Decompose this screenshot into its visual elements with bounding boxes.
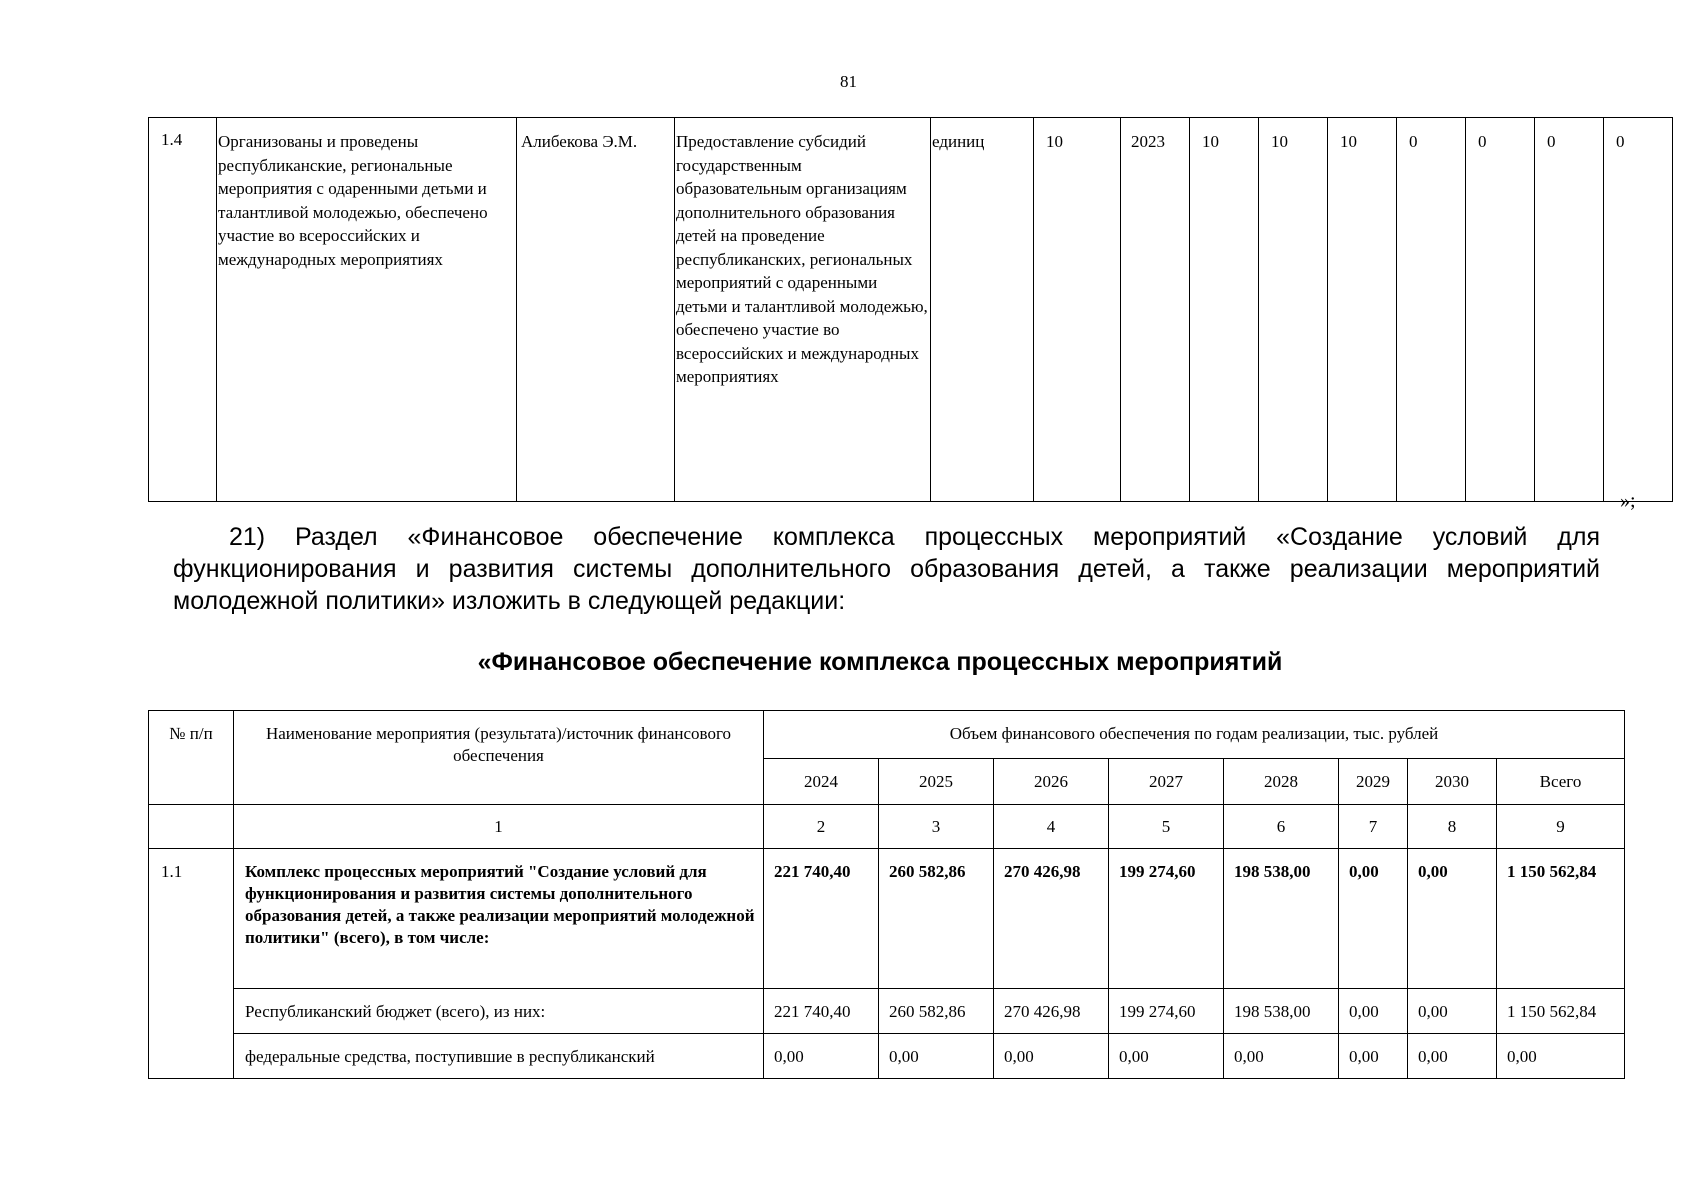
year-header: 2028	[1224, 759, 1339, 805]
result-cell: Организованы и проведены республиканские, региональные мероприятия с одаренными детьми и талантливой молодежью, обеспечено участие во всероссийских и международных мероприятиях	[217, 118, 517, 502]
value-cell: 0,00	[1408, 1034, 1497, 1079]
table-row	[149, 989, 1625, 1034]
table-row	[149, 849, 1625, 989]
value-cell: 260 582,86	[879, 849, 994, 989]
unit-cell: единиц	[931, 118, 1034, 502]
value-cell: 0,00	[1408, 849, 1497, 989]
header-num: № п/п	[149, 711, 234, 805]
section-heading: «Финансовое обеспечение комплекса процессных мероприятий	[477, 648, 1283, 676]
indicators-table	[148, 117, 1673, 502]
value-cell: 199 274,60	[1109, 989, 1224, 1034]
value-cell: 0	[1397, 118, 1466, 502]
row-number: 1.1	[149, 849, 234, 1079]
year-header: 2027	[1109, 759, 1224, 805]
column-number	[149, 805, 234, 849]
base-year-cell: 2023	[1121, 118, 1190, 502]
column-number: 9	[1497, 805, 1625, 849]
value-cell: 270 426,98	[994, 989, 1109, 1034]
page-number: 81	[840, 72, 857, 91]
value-cell: 10	[1328, 118, 1397, 502]
table-row	[149, 1034, 1625, 1079]
value-cell: 0	[1466, 118, 1535, 502]
column-number: 1	[234, 805, 764, 849]
total-cell: 0,00	[1497, 1034, 1625, 1079]
value-cell: 0,00	[764, 1034, 879, 1079]
column-number: 4	[994, 805, 1109, 849]
value-cell: 270 426,98	[994, 849, 1109, 989]
value-cell: 0,00	[1109, 1034, 1224, 1079]
description-cell: Предоставление субсидий государственным образовательным организациям дополнительного образования детей на проведение республиканских, региональных мероприятий с одаренными детьми и талантливой молодежью, обеспечено участие во всероссийских и международных мероприятиях	[675, 118, 931, 502]
column-number: 7	[1339, 805, 1408, 849]
header-volume: Объем финансового обеспечения по годам реализации, тыс. рублей	[764, 711, 1625, 759]
column-number: 2	[764, 805, 879, 849]
value-cell: 10	[1190, 118, 1259, 502]
total-header: Всего	[1497, 759, 1625, 805]
year-header: 2029	[1339, 759, 1408, 805]
value-cell: 221 740,40	[764, 989, 879, 1034]
column-numbers-row	[149, 805, 1625, 849]
header-name: Наименование мероприятия (результата)/источник финансового обеспечения	[234, 711, 764, 805]
value-cell: 0,00	[1339, 1034, 1408, 1079]
column-number: 5	[1109, 805, 1224, 849]
total-cell: 1 150 562,84	[1497, 989, 1625, 1034]
value-cell: 221 740,40	[764, 849, 879, 989]
closing-quote-mark: »;	[1620, 490, 1636, 512]
value-cell: 199 274,60	[1109, 849, 1224, 989]
year-header: 2024	[764, 759, 879, 805]
base-value-cell: 10	[1034, 118, 1121, 502]
responsible-cell: Алибекова Э.М.	[517, 118, 675, 502]
total-cell: 1 150 562,84	[1497, 849, 1625, 989]
value-cell: 0,00	[1339, 849, 1408, 989]
source-name: федеральные средства, поступившие в республиканский	[234, 1034, 764, 1079]
column-number: 6	[1224, 805, 1339, 849]
value-cell: 260 582,86	[879, 989, 994, 1034]
row-number: 1.4	[149, 118, 217, 502]
value-cell: 10	[1259, 118, 1328, 502]
header-row	[149, 711, 1625, 759]
value-cell: 0,00	[1224, 1034, 1339, 1079]
measure-name: Комплекс процессных мероприятий "Создание условий для функционирования и развития системы дополнительного образования детей, а также реализации мероприятий молодежной политики" (всего), в том числе:	[234, 849, 764, 989]
value-cell: 0,00	[994, 1034, 1109, 1079]
source-name: Республиканский бюджет (всего), из них:	[234, 989, 764, 1034]
year-header: 2025	[879, 759, 994, 805]
value-cell: 198 538,00	[1224, 849, 1339, 989]
value-cell: 0,00	[1339, 989, 1408, 1034]
table-row	[149, 118, 1673, 502]
value-cell: 198 538,00	[1224, 989, 1339, 1034]
financing-table	[148, 710, 1625, 1079]
column-number: 3	[879, 805, 994, 849]
year-header: 2030	[1408, 759, 1497, 805]
column-number: 8	[1408, 805, 1497, 849]
amendment-paragraph: 21) Раздел «Финансовое обеспечение комплекса процессных мероприятий «Создание условий для функционирования и развития системы дополнительного образования детей, а также реализации мероприятий молодежной политики» изложить в следующей редакции:	[173, 523, 1600, 615]
value-cell: 0,00	[879, 1034, 994, 1079]
value-cell: 0	[1535, 118, 1604, 502]
value-cell: 0,00	[1408, 989, 1497, 1034]
value-cell: 0	[1604, 118, 1673, 502]
year-header: 2026	[994, 759, 1109, 805]
